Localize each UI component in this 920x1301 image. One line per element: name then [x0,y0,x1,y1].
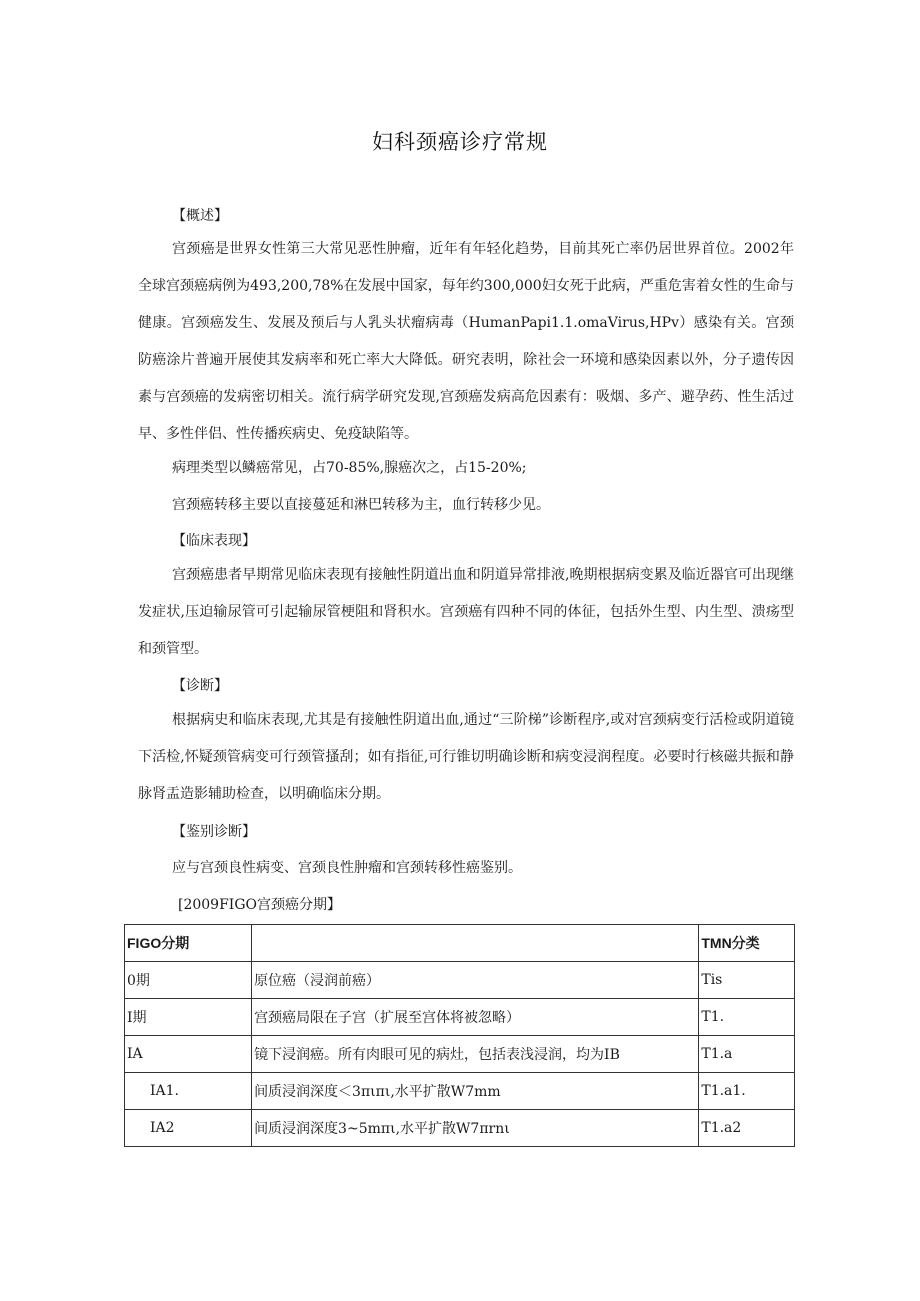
overview-paragraph: 宫颈癌是世界女性第三大常见恶性肿瘤，近年有年轻化趋势，目前其死亡率仍居世界首位。2002年全球宫颈癌病例为493,200,78%在发展中国家，每年约300,000妇女死于此病，严重危害着女性的生命与健康。宫颈癌发生、发展及预后与人乳头状瘤病毒（HumanPapi1.1.omaVirus,HPv）感染有关。宫颈防癌涂片普遍开展使其发病率和死亡率大大降低。研究表明，除社会一环境和感染因素以外，分子遗传因素与宫颈癌的发病密切相关。流行病学研究发现,宫颈癌发病高危因素有：吸烟、多产、避孕药、性生活过早、多性伴侣、性传播疾病史、免疫缺陷等。 [138,241,794,442]
cell-figo: 0期 [125,962,252,999]
header-tnm: TMN分类 [699,925,795,962]
cell-description: 镜下浸润癌。所有肉眼可见的病灶，包括表浅浸润，均为IB [252,1036,699,1073]
section-heading-clinical: 【临床表现】 [172,533,256,549]
cell-figo: IA [125,1036,252,1073]
page-title: 妇科颈癌诊疗常规 [372,130,548,154]
cell-figo: IA1. [125,1073,252,1110]
cell-tnm: T1.a2 [699,1110,795,1147]
staging-caption: [2009FIGO宫颈癌分期】 [178,897,341,913]
differential-paragraph: 应与宫颈良性病变、宫颈良性肿瘤和宫颈转移性癌鉴别。 [172,860,522,876]
table-row [125,962,795,999]
section-heading-diagnosis: 【诊断】 [172,678,228,694]
metastasis-paragraph: 宫颈癌转移主要以直接蔓延和淋巴转移为主，血行转移少见。 [172,497,550,513]
cell-figo: IA2 [125,1110,252,1147]
cell-tnm: Tis [699,962,795,999]
cell-tnm: T1.a1. [699,1073,795,1110]
diagnosis-paragraph: 根据病史和临床表现,尤其是有接触性阴道出血,通过“三阶梯”诊断程序,或对宫颈病变行活检或阴道镜下活检,怀疑颈管病变可行颈管搔刮；如有指征,可行锥切明确诊断和病变浸润程度。必要时行核磁共振和静脉肾盂造影辅助检查，以明确临床分期。 [138,712,794,802]
pathology-paragraph: 病理类型以鳞癌常见，占70-85%,腺癌次之，占15-20%; [172,460,527,476]
cell-description: 间质浸润深度3~5mπι,水平扩散W7πrnι [252,1110,699,1147]
cell-tnm: T1.a [699,1036,795,1073]
table-row [125,1110,795,1147]
table-row [125,999,795,1036]
cell-description: 宫颈癌局限在子宫（扩展至宫体将被忽略） [252,999,699,1036]
cell-description: 间质浸润深度＜3πιπι,水平扩散W7mm [252,1073,699,1110]
cell-figo: I期 [125,999,252,1036]
clinical-paragraph: 宫颈癌患者早期常见临床表现有接触性阴道出血和阴道异常排液,晚期根据病变累及临近器官可出现继发症状,压迫输尿管可引起输尿管梗阻和肾积水。宫颈癌有四种不同的体征，包括外生型、内生型、溃疡型和颈管型。 [138,567,794,657]
table-header-row [125,925,795,962]
header-description [252,925,699,962]
section-heading-overview: 【概述】 [172,208,228,224]
cell-tnm: T1. [699,999,795,1036]
cell-description: 原位癌（浸润前癌） [252,962,699,999]
table-row [125,1073,795,1110]
header-figo: FIGO分期 [125,925,252,962]
section-heading-differential: 【鉴别诊断】 [172,824,256,840]
table-row [125,1036,795,1073]
staging-table [124,924,795,1147]
